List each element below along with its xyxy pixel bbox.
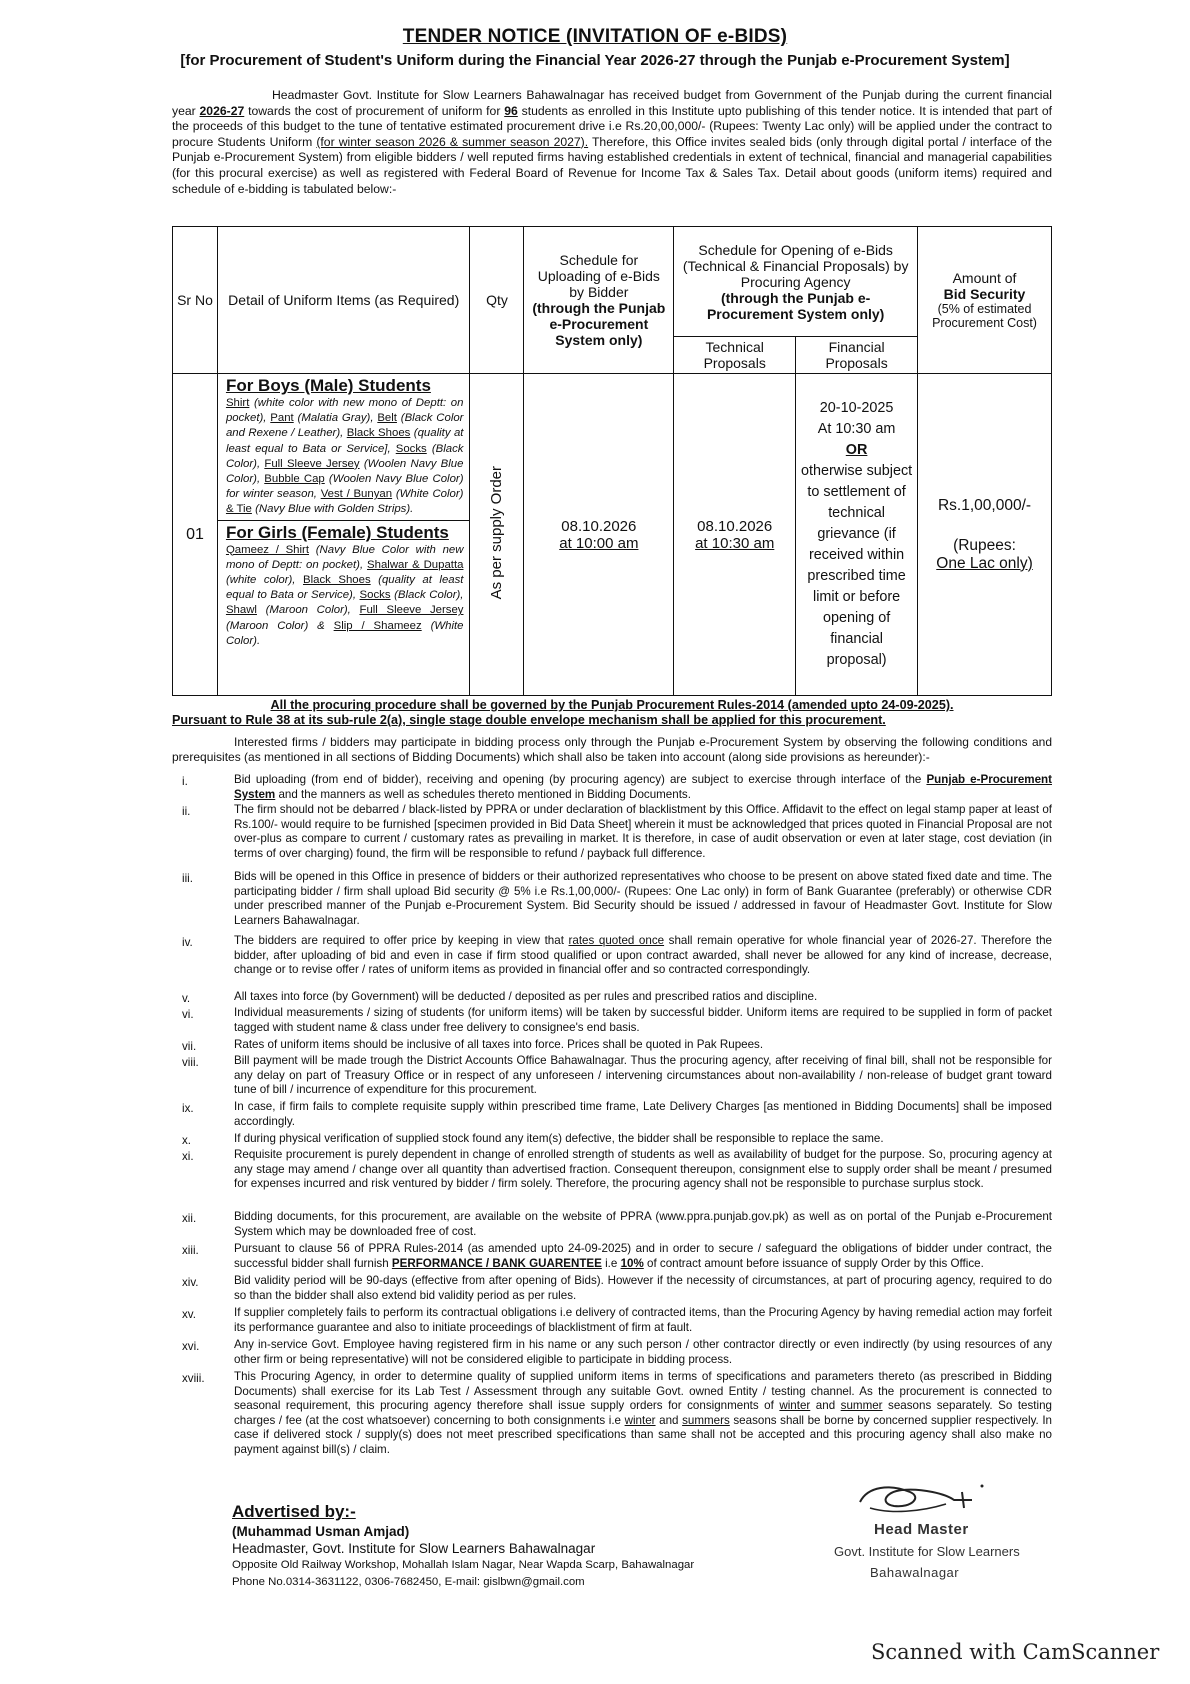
condition-number: iv. bbox=[182, 936, 193, 949]
boys-item-name: Belt bbox=[377, 412, 397, 425]
condition-text-part: Bidding documents, for this procurement, are available on the website of PPRA (www.ppra.punjab.gov.pk) as well as on portal of the Punjab e-Procurement System which may be downloaded free of cost. bbox=[234, 1210, 1052, 1238]
header-upload-line2: (through the Punjab e-Procurement System only) bbox=[532, 300, 666, 348]
header-qty: Qty bbox=[470, 227, 524, 374]
advertiser-address: Opposite Old Railway Workshop, Mohallah Islam Nagar, Near Wapda Scarp, Bahawalnagar bbox=[232, 1559, 695, 1571]
condition-item bbox=[172, 1148, 1052, 1192]
condition-item bbox=[172, 990, 1052, 1005]
stamp-line-3: Bahawalnagar bbox=[870, 1565, 960, 1580]
condition-text-part: Pursuant to clause 56 of PPRA Rules-2014 (as amended upto 24-09-2025) and in order to secure / safeguard the obligations of bidder under contract, the successful bidder shall furnish bbox=[234, 1242, 1052, 1270]
condition-text bbox=[234, 773, 1052, 802]
condition-number: xvi. bbox=[182, 1340, 200, 1353]
header-technical: Technical Proposals bbox=[674, 337, 796, 374]
condition-emphasis: winter bbox=[779, 1399, 811, 1413]
condition-text bbox=[234, 1210, 1052, 1239]
bid-security-words-2: One Lac only) bbox=[936, 554, 1033, 572]
condition-text-part: In case, if firm fails to complete requisite supply within prescribed time frame, Late Delivery Charges [as mentioned in Bidding Documents] shall be imposed accordingly. bbox=[234, 1100, 1052, 1128]
condition-number: i. bbox=[182, 775, 188, 788]
boys-item-name: Bubble Cap bbox=[264, 473, 325, 486]
bid-security-words-1: (Rupees: bbox=[953, 536, 1016, 554]
boys-section bbox=[218, 374, 470, 520]
condition-text bbox=[234, 1370, 1052, 1458]
condition-text bbox=[234, 1054, 1052, 1098]
condition-text-part: Individual measurements / sizing of students (for uniform items) will be taken by successful bidder. Uniform items are required to be supplied in form of packet tagged with student name & class under free delivery to consignee's end basis. bbox=[234, 1006, 1052, 1034]
boys-item-desc: (Malatia Gray), bbox=[293, 412, 378, 425]
row-financial-opening bbox=[796, 374, 918, 696]
condition-text-part: Bid validity period will be 90-days (effective from after opening of Bids). However if the necessity of circumstances, at part of procuring agency, required to do so than the bidder shall also extend bid validity period as per rules. bbox=[234, 1274, 1052, 1302]
condition-text-part: Rates of uniform items should be inclusive of all taxes into force. Prices shall be quoted in Pak Rupees. bbox=[234, 1038, 764, 1051]
boys-item-desc: (Black Color), bbox=[225, 442, 464, 470]
tender-schedule-table bbox=[172, 226, 1052, 696]
header-upload-line1: Schedule for Uploading of e-Bids by Bidder bbox=[537, 252, 660, 300]
condition-text-part: of contract amount before issuance of supply Order by this Office. bbox=[643, 1256, 984, 1270]
advertiser-designation: Headmaster, Govt. Institute for Slow Learners Bahawalnagar bbox=[232, 1541, 596, 1556]
girls-item-name: Slip / Shameez bbox=[333, 619, 422, 632]
condition-number: viii. bbox=[182, 1056, 199, 1069]
condition-number: ix. bbox=[182, 1102, 194, 1115]
header-detail: Detail of Uniform Items (as Required) bbox=[217, 227, 470, 374]
condition-item bbox=[172, 1306, 1052, 1335]
qty-vertical-text: As per supply Order bbox=[488, 466, 506, 600]
header-opening-line1: Schedule for Opening of e-Bids (Technical & Financial Proposals) by Procuring Agency bbox=[682, 241, 909, 290]
condition-text-part: If supplier completely fails to perform its contractual obligations i.e delivery of contracted items, than the Procuring Agency by having remedial action may forfeit its performance guarantee and also to initiate proceedings of blacklistment of firm at fault. bbox=[234, 1306, 1052, 1334]
notice-title: TENDER NOTICE (INVITATION OF e-BIDS) bbox=[402, 26, 788, 47]
header-sr-no: Sr No bbox=[173, 227, 218, 374]
condition-number: xiv. bbox=[182, 1276, 199, 1289]
technical-time: at 10:30 am bbox=[695, 534, 775, 552]
girls-item-desc: (white color), bbox=[225, 574, 303, 587]
condition-emphasis: 10% bbox=[620, 1256, 644, 1270]
boys-item-name: Full Sleeve Jersey bbox=[264, 457, 360, 470]
boys-item-desc: (White Color) bbox=[392, 488, 464, 501]
condition-number: vii. bbox=[182, 1040, 197, 1053]
condition-text bbox=[234, 803, 1052, 861]
condition-emphasis: summers bbox=[682, 1413, 730, 1427]
condition-text-part: Requisite procurement is purely dependent in change of enrolled strength of students as well as availability of budget for the purpose. So, procuring agency at any stage may amend / change over all quantity than advertised fraction. Consequent thereupon, consignment else to supply order shall be meant / presumed for expenses incurred and risk ventured by bidder / firm solely. Therefore, the procuring agency shall not be responsible to purchase surplus stock. bbox=[234, 1148, 1052, 1191]
header-upload-schedule bbox=[524, 227, 674, 374]
condition-item bbox=[172, 1210, 1052, 1239]
intro-student-count: 96 bbox=[504, 103, 518, 118]
girls-heading: For Girls (Female) Students bbox=[225, 522, 449, 542]
condition-emphasis: summer bbox=[840, 1399, 883, 1413]
condition-text bbox=[234, 990, 1052, 1005]
condition-item bbox=[172, 934, 1052, 978]
condition-text-part: The bidders are required to offer price by keeping in view that bbox=[234, 934, 569, 947]
row-bid-security bbox=[918, 374, 1052, 696]
condition-item bbox=[172, 1054, 1052, 1098]
advertiser-name: (Muhammad Usman Amjad) bbox=[232, 1524, 410, 1539]
procurement-rules-note bbox=[172, 698, 1052, 728]
girls-item-name: Shalwar & Dupatta bbox=[367, 558, 464, 571]
header-financial: Financial Proposals bbox=[796, 337, 918, 374]
condition-number: vi. bbox=[182, 1008, 194, 1021]
boys-items bbox=[226, 396, 464, 518]
financial-condition: otherwise subject to settlement of technical grievance (if received within prescribed time limit or before opening of financial proposal) bbox=[801, 463, 913, 668]
condition-number: xi. bbox=[182, 1150, 194, 1163]
condition-text-part: The firm should not be debarred / black-listed by PPRA or under declaration of blacklistment by this Office. Affidavit to the effect on legal stamp paper at least of Rs.100/- would require to be furnished [specimen provided in Bid Data Sheet] wherein it must be acknowledged that prices quoted in Financial Proposal are not over-plus as compare to current / customary rates as prevailing in market. It is therefore, in case of audit observation or even at later stage, cost deviation (in terms of over charging) found, the firm will be responsible to refund / payback full difference. bbox=[234, 803, 1052, 860]
technical-date: 08.10.2026 bbox=[697, 517, 773, 535]
boys-heading: For Boys (Male) Students bbox=[225, 376, 431, 395]
condition-emphasis: PERFORMANCE / BANK GUARENTEE bbox=[391, 1256, 602, 1270]
condition-text-part: and bbox=[810, 1399, 841, 1413]
condition-text bbox=[234, 870, 1052, 928]
intro-season: (for winter season 2026 & summer season 2027). bbox=[316, 134, 589, 149]
boys-item-name: Vest / Bunyan bbox=[320, 488, 393, 501]
condition-emphasis: rates quoted once bbox=[568, 934, 665, 947]
header-bid-security bbox=[918, 227, 1052, 374]
stamp-line-1: Head Master bbox=[874, 1521, 969, 1538]
condition-item bbox=[172, 1274, 1052, 1303]
condition-text bbox=[234, 1274, 1052, 1303]
condition-text bbox=[234, 1132, 1052, 1147]
header-amount-line3: (5% of estimated Procurement Cost) bbox=[932, 302, 1037, 330]
condition-item bbox=[172, 1100, 1052, 1129]
advertised-by-heading: Advertised by:- bbox=[232, 1502, 356, 1521]
condition-item bbox=[172, 870, 1052, 928]
condition-item bbox=[172, 803, 1052, 861]
header-amount-line1: Amount of bbox=[952, 270, 1017, 286]
boys-item-desc: (Black Color and Rexene / Leather), bbox=[225, 412, 464, 440]
stamp-line-2: Govt. Institute for Slow Learners bbox=[834, 1544, 1020, 1559]
condition-text-part: Any in-service Govt. Employee having registered firm in his name or any such person / other contractor directly or even indirectly (by using resources of any other firm or being representative) will not be considered eligible to participate in bidding process. bbox=[234, 1338, 1052, 1366]
boys-item-name: Shirt bbox=[225, 397, 250, 409]
header-amount-line2: Bid Security bbox=[943, 286, 1026, 302]
condition-item bbox=[172, 1132, 1052, 1147]
boys-item-desc: (Woolen Navy Blue Color), bbox=[225, 457, 464, 486]
condition-text bbox=[234, 1306, 1052, 1335]
condition-text-part: i.e bbox=[601, 1256, 621, 1270]
condition-text bbox=[234, 1338, 1052, 1367]
condition-text bbox=[234, 1006, 1052, 1035]
condition-emphasis: winter bbox=[624, 1413, 656, 1427]
girls-item-desc: (Black Color), bbox=[390, 589, 464, 602]
condition-number: xiii. bbox=[182, 1244, 199, 1257]
girls-item-desc: (Maroon Color), bbox=[256, 604, 360, 617]
condition-number: xii. bbox=[182, 1212, 197, 1225]
condition-text-part: Bids will be opened in this Office in presence of bidders or their authorized representatives who choose to be present on above stated fixed date and time. The participating bidder / firm shall upload Bid security @ 5% i.e Rs.1,00,000/- (Rupees: One Lac only) in form of Bank Guarantee (preferably) or otherwise CDR under prescribed manner of the Punjab e-Procurement System. Bid Security should be issued / addressed in favour of Headmaster Govt. Institute for Slow Learners Bahawalnagar. bbox=[234, 870, 1052, 927]
advertiser-phone: Phone No.0314-3631122, 0306-7682450, E-mail: gislbwn@gmail.com bbox=[232, 1576, 585, 1588]
handwritten-signature bbox=[850, 1478, 990, 1520]
conditions-intro: Interested firms / bidders may participate in bidding process only through the Punjab e-Procurement System by observing the following conditions and prerequisites (as mentioned in all sections of Bidding Documents) which shall also be taken into account (along side provisions as hereunder):- bbox=[172, 735, 1052, 764]
boys-item-name: Pant bbox=[270, 412, 294, 425]
advertiser-block bbox=[232, 1502, 694, 1590]
girls-item-desc: (Maroon Color) & bbox=[225, 619, 334, 632]
condition-number: ii. bbox=[182, 805, 191, 818]
intro-text-3: students as enrolled in this Institute upto publishing of this tender notice. It is intended that part of the proceeds of this budget to the tune of tentative estimated procurement drive i.e Rs.20,00,000/- (Rupees: Twenty Lac only) will be applied under the contract to procure Students Uniform bbox=[172, 103, 1052, 149]
header-opening-schedule bbox=[674, 227, 918, 337]
boys-item-desc: (quality at least equal to Bata or Service], bbox=[225, 427, 464, 455]
girls-item-desc: (White Color). bbox=[225, 619, 464, 647]
girls-item-name: Full Sleeve Jersey bbox=[359, 604, 464, 617]
boys-item-desc: (Woolen Navy Blue Color) for winter season, bbox=[225, 473, 464, 501]
condition-text bbox=[234, 934, 1052, 978]
table-row bbox=[173, 374, 1052, 696]
boys-item-name: Socks bbox=[395, 442, 427, 455]
rules-line-2: Pursuant to Rule 38 at its sub-rule 2(a), single stage double envelope mechanism shall be applied for this procurement. bbox=[172, 713, 886, 727]
intro-text-1: Headmaster Govt. Institute for Slow Learners Bahawalnagar has received budget from Government of the Punjab during the current financial year bbox=[172, 88, 1052, 118]
rules-line-1: All the procuring procedure shall be governed by the Punjab Procurement Rules-2014 (amended upto 24-09-2025). bbox=[270, 698, 954, 712]
condition-item bbox=[172, 773, 1052, 802]
upload-time: at 10:00 am bbox=[559, 534, 639, 552]
condition-text bbox=[234, 1038, 1052, 1053]
boys-item-desc: (Navy Blue with Golden Strips). bbox=[251, 503, 414, 516]
condition-number: xv. bbox=[182, 1308, 196, 1321]
condition-text-part: Bill payment will be made trough the District Accounts Office Bahawalnagar. Thus the procuring agency, after receiving of final bill, shall not be responsible for any delay on part of Treasury Office or in respect of any unforeseen / intervening circumstances about non-availability / non-release of budget grant toward tune of bill / incurrence of expenditure for this procurement. bbox=[234, 1054, 1052, 1097]
girls-item-desc: (Navy Blue Color with new mono of Deptt: on pocket), bbox=[225, 543, 464, 571]
financial-time: At 10:30 am bbox=[817, 421, 896, 437]
condition-item bbox=[172, 1006, 1052, 1035]
condition-text bbox=[234, 1100, 1052, 1129]
intro-text-4: Therefore, this Office invites sealed bids (only through digital portal / interface of the Punjab e-Procurement System) from eligible bidders / well reputed firms having established credentials in extent of technical, financial and managerial capabilities (for this procural exercise) as well as registered with Federal Board of Revenue for Income Tax & Sales Tax. Detail about goods (uniform items) required and schedule of e-bidding is tabulated below:- bbox=[172, 134, 1052, 196]
row-technical-opening bbox=[674, 374, 796, 696]
header-opening-line2: (through the Punjab e-Procurement System only) bbox=[706, 289, 885, 322]
condition-number: v. bbox=[182, 992, 191, 1005]
condition-text-part: seasons separately. So testing charges / fee (at the cost whatsoever) concerning to both consignments i.e bbox=[234, 1399, 1052, 1427]
intro-paragraph bbox=[172, 88, 1052, 197]
uniform-items-cell bbox=[217, 374, 470, 696]
girls-item-name: Socks bbox=[359, 589, 391, 602]
condition-text-part: and bbox=[655, 1413, 683, 1427]
bid-security-amount: Rs.1,00,000/- bbox=[937, 496, 1032, 514]
condition-text-part: All taxes into force (by Government) will be deducted / deposited as per rules and prescribed ratios and discipline. bbox=[234, 990, 818, 1003]
condition-item bbox=[172, 1038, 1052, 1053]
boys-item-desc: (white color with new mono of Deptt: on pocket), bbox=[225, 397, 464, 425]
row-qty bbox=[470, 374, 524, 696]
condition-text bbox=[234, 1242, 1052, 1271]
row-upload-schedule bbox=[524, 374, 674, 696]
camscanner-footer: Scanned with CamScanner bbox=[871, 1640, 1160, 1664]
condition-text-part: and the manners as well as schedules thereto mentioned in Bidding Documents. bbox=[275, 787, 691, 801]
condition-emphasis: Punjab e-Procurement System bbox=[234, 773, 1052, 801]
row-sr: 01 bbox=[173, 374, 218, 696]
condition-text bbox=[234, 1148, 1052, 1192]
condition-text-part: If during physical verification of supplied stock found any item(s) defective, the bidder shall be responsible to replace the same. bbox=[234, 1132, 884, 1145]
boys-item-name: Black Shoes bbox=[346, 427, 411, 440]
girls-items bbox=[226, 543, 464, 649]
condition-number: x. bbox=[182, 1134, 192, 1147]
condition-number: xviii. bbox=[182, 1372, 205, 1385]
condition-text-part: seasons shall be borne by concerned supplier respectively. In case if delivered stock / supply(s) does not meet prescribed specifications than same shall not be accepted and this procuring agency shall also make no payment against bill(s) / claim. bbox=[234, 1413, 1053, 1456]
condition-number: iii. bbox=[182, 872, 193, 885]
condition-text-part: Bid uploading (from end of bidder), receiving and opening (by procuring agency) are subject to exercise through interface of the bbox=[234, 773, 927, 786]
condition-text-part: shall remain operative for whole financial year of 2026-27. Therefore the bidder, after uploading of bid and even in case if firm stood qualified or upon contract awarded, shall never be allowed for any kind of increase, decrease, change or to revise offer / rates of uniform items as provided in financial offer and so contracted correspondingly. bbox=[234, 934, 1052, 977]
notice-subtitle: [for Procurement of Student's Uniform during the Financial Year 2026-27 through the Punjab e-Procurement System] bbox=[180, 52, 1010, 69]
condition-item bbox=[172, 1338, 1052, 1367]
intro-text-2: towards the cost of procurement of uniform for bbox=[244, 103, 505, 118]
intro-year: 2026-27 bbox=[199, 103, 245, 118]
upload-date: 08.10.2026 bbox=[561, 517, 637, 535]
condition-text-part: This Procuring Agency, in order to determine quality of supplied uniform items in terms of specifications and parameters thereto (as prescribed in Bidding Documents) shall exercise for its Lab Test / Assessment through any suitable Govt. owned Entity / testing channel. As the procurement is connected to seasonal requirement, this procuring agency therefore shall issue supply orders for consignments of bbox=[234, 1370, 1052, 1413]
girls-item-name: Shawl bbox=[225, 604, 257, 617]
girls-section bbox=[218, 520, 470, 651]
condition-item bbox=[172, 1242, 1052, 1271]
boys-item-name: & Tie bbox=[225, 503, 252, 516]
financial-or: OR bbox=[845, 442, 868, 458]
girls-item-desc: (quality at least equal to Bata or Service), bbox=[225, 574, 464, 602]
financial-date: 20-10-2025 bbox=[819, 400, 894, 416]
girls-item-name: Qameez / Shirt bbox=[225, 543, 309, 556]
girls-item-name: Black Shoes bbox=[303, 574, 371, 587]
condition-item bbox=[172, 1370, 1052, 1458]
